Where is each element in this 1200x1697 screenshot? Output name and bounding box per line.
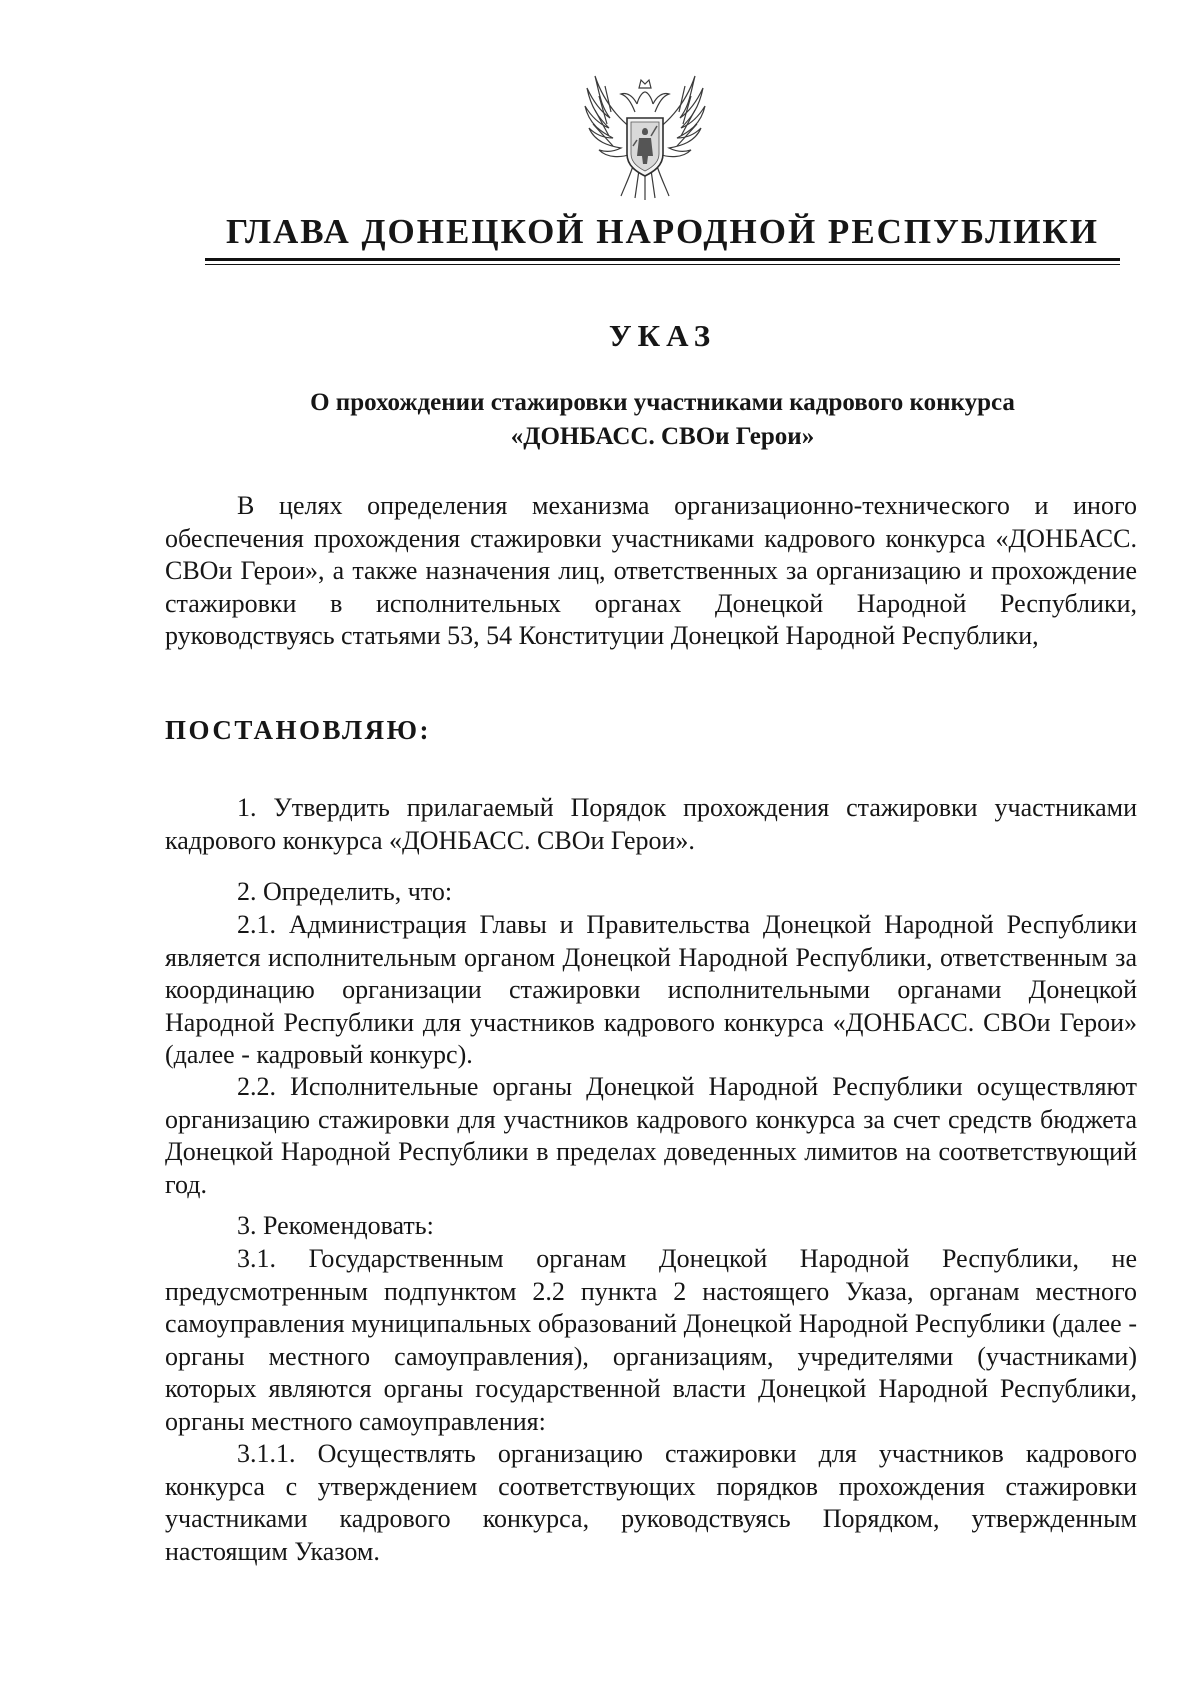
clause-text: 3. Рекомендовать: xyxy=(237,1211,434,1240)
issuing-authority: ГЛАВА ДОНЕЦКОЙ НАРОДНОЙ РЕСПУБЛИКИ xyxy=(225,212,1100,251)
preamble-paragraph xyxy=(165,490,1137,653)
clause-text: 1. Утвердить прилагаемый Порядок прохождения стажировки участниками кадрового конкурса «ДОНБАСС. СВОи Герои». xyxy=(165,793,1137,855)
header-rule-thick xyxy=(205,258,1120,261)
document-type: УКАЗ xyxy=(608,318,717,353)
preamble-text: В целях определения механизма организационно-технического и иного обеспечения прохождения стажировки участниками кадрового конкурса «ДОНБАСС. СВОи Герои», а также назначения лиц, ответственных за организацию и прохождение стажировки в исполнительных органах Донецкой Народной Республики, руководствуясь статьями 53, 54 Конституции Донецкой Народной Республики, xyxy=(165,491,1137,650)
clause-text: 3.1.1. Осуществлять организацию стажировки для участников кадрового конкурса с утверждением соответствующих порядков прохождения стажировки участниками кадрового конкурса, руководствуясь Порядком, утвержденным настоящим Указом. xyxy=(165,1439,1137,1566)
clause-paragraph xyxy=(165,1210,1137,1243)
clause-paragraph xyxy=(165,876,1137,909)
coat-of-arms-icon xyxy=(565,66,725,206)
clause-paragraph xyxy=(165,792,1137,857)
clause-text: 2. Определить, что: xyxy=(237,877,453,906)
title-line: «ДОНБАСС. СВОи Герои» xyxy=(510,423,815,450)
clause-text: 3.1. Государственным органам Донецкой Народной Республики, не предусмотренным подпунктом 2.2 пункта 2 настоящего Указа, органам местного самоуправления муниципальных образований Донецкой Народной Республики (далее - органы местного самоуправления), организациям, учредителями (участниками) которых являются органы государственной власти Донецкой Народной Республики, органы местного самоуправления: xyxy=(165,1244,1137,1436)
header-rule-thin xyxy=(205,264,1120,265)
clause-paragraph xyxy=(165,909,1137,1072)
clause-text: 2.1. Администрация Главы и Правительства Донецкой Народной Республики является исполнительным органом Донецкой Народной Республики, ответственным за координацию организации стажировки исполнительными органами Донецкой Народной Республики для участников кадрового конкурса «ДОНБАСС. СВОи Герои» (далее - кадровый конкурс). xyxy=(165,910,1137,1069)
clause-paragraph xyxy=(165,1438,1137,1568)
title-line: О прохождении стажировки участниками кадрового конкурса xyxy=(310,389,1015,416)
clause-text: 2.2. Исполнительные органы Донецкой Народной Республики осуществляют организацию стажировки для участников кадрового конкурса за счет средств бюджета Донецкой Народной Республики в пределах доведенных лимитов на соответствующий год. xyxy=(165,1072,1137,1199)
decree-word: ПОСТАНОВЛЯЮ: xyxy=(165,715,431,745)
clause-paragraph xyxy=(165,1243,1137,1438)
document-title xyxy=(205,386,1120,454)
clause-paragraph xyxy=(165,1071,1137,1201)
